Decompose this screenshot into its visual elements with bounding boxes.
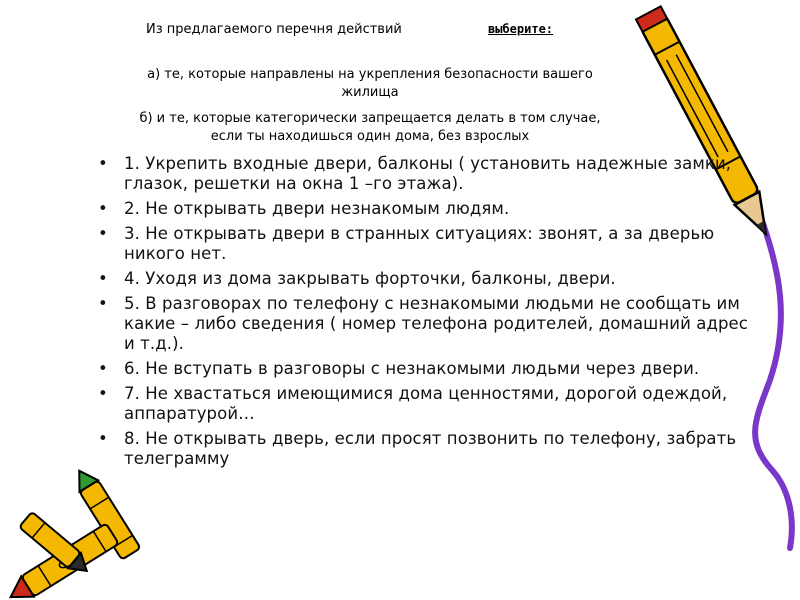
bullet-icon: •: [98, 199, 108, 218]
list-item-text: 3. Не открывать двери в странных ситуациях: звонят, а за дверью никого нет.: [124, 224, 715, 263]
list-item: [98, 269, 758, 289]
list-item: [98, 294, 758, 354]
bullet-icon: •: [98, 384, 108, 403]
instructions-title: Из предлагаемого перечня действий: [146, 22, 402, 37]
option-a-line-2: жилища: [341, 85, 399, 100]
bullet-icon: •: [98, 154, 108, 173]
list-item: [98, 199, 758, 219]
list-item: [98, 429, 758, 469]
list-item-text: 5. В разговорах по телефону с незнакомыми людьми не сообщать им какие – либо сведения ( номер телефона родителей, домашний адрес и т.д.).: [124, 294, 748, 353]
bullet-icon: •: [98, 269, 108, 288]
list-item-text: 8. Не открывать дверь, если просят позвонить по телефону, забрать телеграмму: [124, 429, 737, 468]
list-item-text: 6. Не вступать в разговоры с незнакомыми людьми через двери.: [124, 359, 700, 378]
list-item-text: 2. Не открывать двери незнакомым людям.: [124, 199, 510, 218]
list-item: [98, 359, 758, 379]
bullet-icon: •: [98, 294, 108, 313]
action-list: [98, 154, 758, 474]
option-b-line-2: если ты находишься один дома, без взрослых: [210, 129, 530, 144]
bullet-icon: •: [98, 429, 108, 448]
option-b-line-1: б) и те, которые категорически запрещается делать в том случае,: [139, 111, 601, 126]
option-a-line-1: а) те, которые направлены на укрепления безопасности вашего: [147, 67, 593, 82]
list-item-text: 4. Уходя из дома закрывать форточки, балконы, двери.: [124, 269, 616, 288]
list-item: [98, 384, 758, 424]
option-b: [60, 110, 680, 146]
bullet-icon: •: [98, 224, 108, 243]
instructions-title-emphasis: выберите:: [488, 22, 554, 36]
list-item: [98, 224, 758, 264]
list-item: [98, 154, 758, 194]
list-item-text: 1. Укрепить входные двери, балконы ( установить надежные замки, глазок, решетки на окна 1 –го этажа).: [124, 154, 732, 193]
bullet-icon: •: [98, 359, 108, 378]
option-a: [60, 66, 680, 102]
list-item-text: 7. Не хвастаться имеющимися дома ценностями, дорогой одеждой, аппаратурой…: [124, 384, 728, 423]
